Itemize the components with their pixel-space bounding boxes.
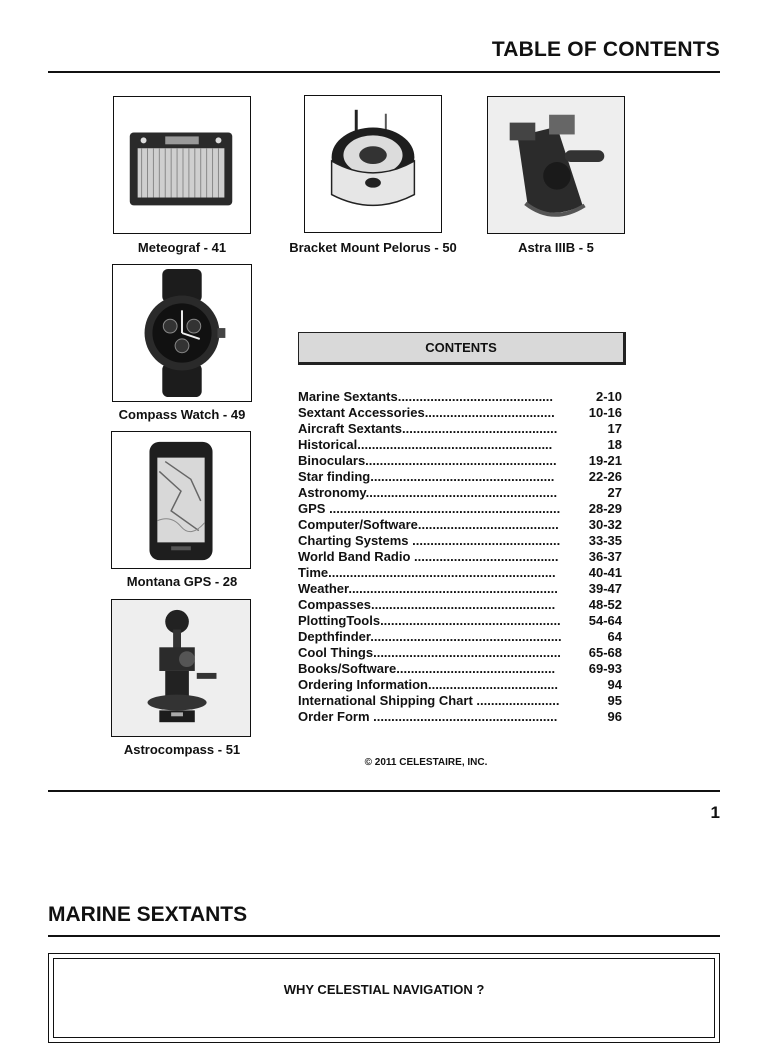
toc-entry[interactable]: [298, 421, 624, 437]
toc-label: International Shipping Chart .......................: [298, 693, 560, 708]
product-caption: Bracket Mount Pelorus - 50: [289, 240, 457, 255]
toc-page: 2-10: [595, 389, 622, 404]
toc-label: Sextant Accessories....................................: [298, 405, 555, 420]
toc-page: 94: [607, 677, 622, 692]
info-box-inner-frame: [53, 958, 715, 1038]
toc-entry[interactable]: [298, 645, 624, 661]
toc-entry[interactable]: [298, 709, 624, 725]
toc-entry[interactable]: [298, 453, 624, 469]
watch-image: [112, 264, 252, 402]
toc-page: 95: [607, 693, 622, 708]
toc-page: 30-32: [588, 517, 622, 532]
toc-entry[interactable]: [298, 533, 624, 549]
toc-page: 10-16: [588, 405, 622, 420]
meteograf-image: [113, 96, 251, 234]
toc-label: Marine Sextants...........................................: [298, 389, 554, 404]
toc-entry[interactable]: [298, 405, 624, 421]
astrocompass-image: [111, 599, 251, 737]
toc-label: Charting Systems .........................................: [298, 533, 561, 548]
toc-label: Star finding...................................................: [298, 469, 555, 484]
toc-label: Ordering Information....................................: [298, 677, 559, 692]
toc-entry[interactable]: [298, 677, 624, 693]
sextant-image: [487, 96, 625, 234]
toc-entry[interactable]: [298, 693, 624, 709]
toc-label: Order Form ...................................................: [298, 709, 558, 724]
toc-label: Computer/Software.......................................: [298, 517, 559, 532]
info-box-heading: WHY CELESTIAL NAVIGATION ?: [283, 982, 485, 997]
contents-heading: CONTENTS: [298, 332, 626, 365]
product-caption: Astra IIIB - 5: [518, 240, 594, 255]
toc-entry[interactable]: [298, 581, 624, 597]
toc-page: 33-35: [588, 533, 622, 548]
toc-label: Weather..........................................................: [298, 581, 558, 596]
toc-entry[interactable]: [298, 517, 624, 533]
toc-page: 65-68: [588, 645, 622, 660]
toc-page: 48-52: [588, 597, 622, 612]
toc-page: 17: [607, 421, 622, 436]
toc-page: 18: [607, 437, 622, 452]
toc-entry[interactable]: [298, 629, 624, 645]
toc-label: Books/Software............................................: [298, 661, 556, 676]
product-caption: Montana GPS - 28: [126, 574, 238, 589]
section-rule: [48, 935, 720, 937]
pelorus-image: [304, 95, 442, 233]
toc-entry[interactable]: [298, 613, 624, 629]
toc-label: PlottingTools..................................................: [298, 613, 561, 628]
toc-label: World Band Radio ........................................: [298, 549, 559, 564]
toc-page: 96: [607, 709, 622, 724]
toc-entry[interactable]: [298, 549, 624, 565]
toc-page: 28-29: [588, 501, 622, 516]
toc-entry[interactable]: [298, 565, 624, 581]
product-caption: Astrocompass - 51: [123, 742, 241, 757]
toc-page: 27: [607, 485, 622, 500]
section-title: MARINE SEXTANTS: [48, 903, 248, 926]
toc-label: Binoculars.....................................................: [298, 453, 557, 468]
page-number: 1: [710, 803, 720, 822]
toc-label: Cool Things....................................................: [298, 645, 561, 660]
toc-label: Astronomy.....................................................: [298, 485, 558, 500]
toc-entry[interactable]: [298, 469, 624, 485]
toc-entry[interactable]: [298, 597, 624, 613]
toc-page: 69-93: [588, 661, 622, 676]
toc-label: GPS ................................................................: [298, 501, 561, 516]
toc-entry[interactable]: [298, 501, 624, 517]
toc-page: 39-47: [588, 581, 622, 596]
toc-label: Depthfinder.....................................................: [298, 629, 562, 644]
toc-label: Time...............................................................: [298, 565, 556, 580]
footer-rule: [48, 790, 720, 792]
toc-entry[interactable]: [298, 485, 624, 501]
toc-label: Historical......................................................: [298, 437, 553, 452]
toc-page: 40-41: [588, 565, 622, 580]
product-caption: Compass Watch - 49: [118, 407, 246, 422]
gps-image: [111, 431, 251, 569]
product-caption: Meteograf - 41: [137, 240, 227, 255]
toc-label: Compasses...................................................: [298, 597, 556, 612]
header-rule: [48, 71, 720, 73]
toc-entry[interactable]: [298, 661, 624, 677]
toc-page: 54-64: [588, 613, 622, 628]
contents-list: [298, 389, 624, 725]
toc-page: 19-21: [588, 453, 622, 468]
page-title: TABLE OF CONTENTS: [491, 38, 720, 61]
toc-label: Aircraft Sextants...........................................: [298, 421, 558, 436]
toc-page: 36-37: [588, 549, 622, 564]
toc-entry[interactable]: [298, 437, 624, 453]
copyright-notice: © 2011 CELESTAIRE, INC.: [364, 757, 488, 768]
toc-entry[interactable]: [298, 389, 624, 405]
toc-page: 22-26: [588, 469, 622, 484]
toc-page: 64: [607, 629, 622, 644]
